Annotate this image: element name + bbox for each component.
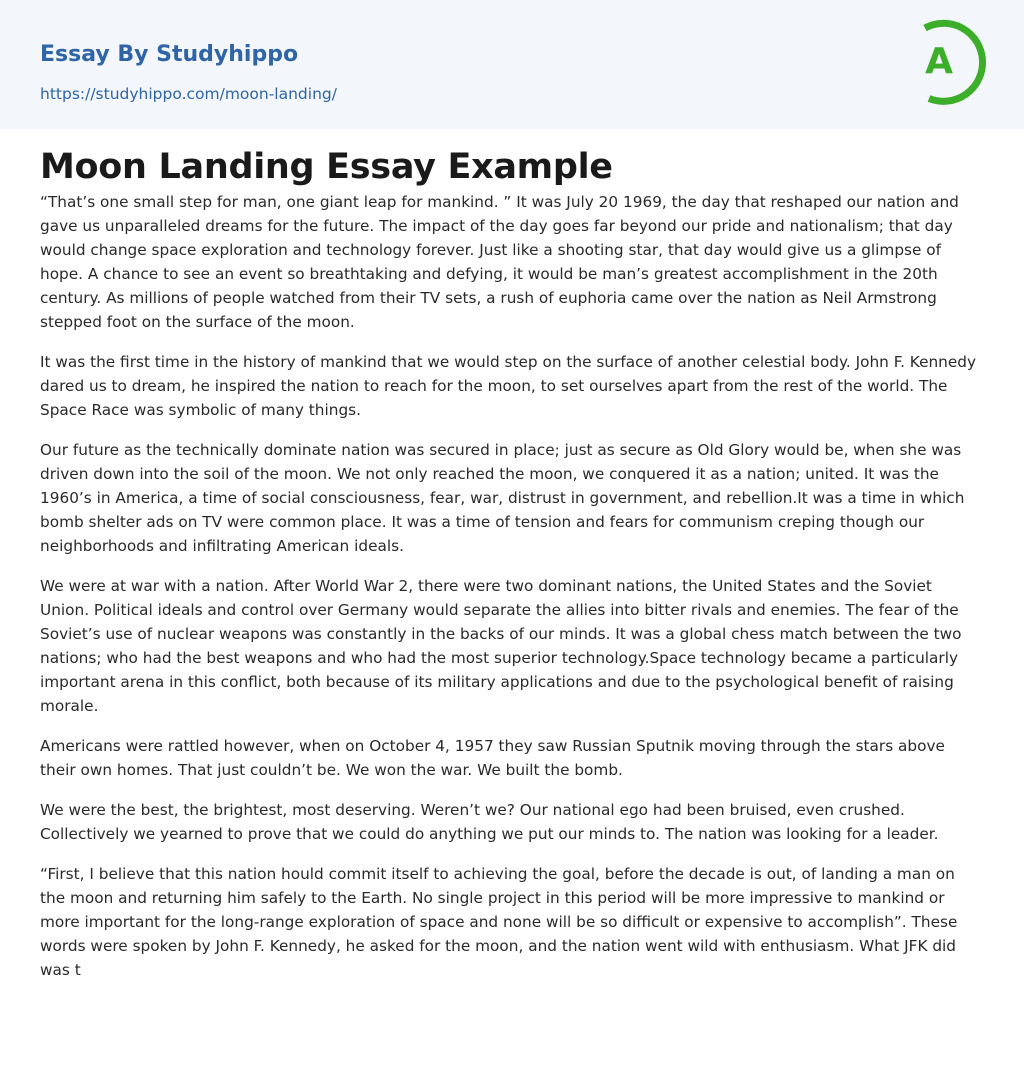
- article: [0, 145, 1024, 982]
- paragraph: It was the first time in the history of mankind that we would step on the surface of another celestial body. John F. Kennedy dared us to dream, he inspired the nation to reach for the moon, to set ourselves apart from the rest of the world. The Space Race was symbolic of many things.: [40, 353, 977, 419]
- studyhippo-logo-icon[interactable]: [901, 17, 991, 107]
- paragraph: Americans were rattled however, when on October 4, 1957 they saw Russian Sputnik moving through the stars above their own homes. That just couldn’t be. We won the war. We built the bomb.: [40, 737, 945, 779]
- brand-title[interactable]: Essay By Studyhippo: [40, 42, 299, 67]
- paragraph: Our future as the technically dominate nation was secured in place; just as secure as Old Glory would be, when she was driven down into the soil of the moon. We not only reached the moon, we conquered it as a nation; united. It was the 1960’s in America, a time of social consciousness, fear, war, distrust in government, and rebellion.It was a time in which bomb shelter ads on TV were common place. It was a time of tension and fears for communism creping though our neighborhoods and infiltrating American ideals.: [40, 441, 965, 555]
- paragraph: “First, I believe that this nation hould commit itself to achieving the goal, before the decade is out, of landing a man on the moon and returning him safely to the Earth. No single project in this period will be more impressive to mankind or more important for the long-range exploration of space and none will be so difficult or expensive to accomplish”. These words were spoken by John F. Kennedy, he asked for the moon, and the nation went wild with enthusiasm. What JFK did was t: [40, 865, 958, 979]
- page-title: Moon Landing Essay Example: [40, 147, 613, 187]
- source-url-link[interactable]: https://studyhippo.com/moon-landing/: [40, 85, 337, 103]
- paragraph: We were the best, the brightest, most deserving. Weren’t we? Our national ego had been bruised, even crushed. Collectively we yearned to prove that we could do anything we put our minds to. The nation was looking for a leader.: [40, 801, 939, 843]
- paragraph: We were at war with a nation. After World War 2, there were two dominant nations, the United States and the Soviet Union. Political ideals and control over Germany would separate the allies into bitter rivals and enemies. The fear of the Soviet’s use of nuclear weapons was constantly in the backs of our minds. It was a global chess match between the two nations; who had the best weapons and who had the most superior technology.Space technology became a particularly important arena in this conflict, both because of its military applications and due to the psychological benefit of raising morale.: [40, 577, 962, 715]
- logo-letter: A: [925, 41, 953, 82]
- paragraph: “That’s one small step for man, one giant leap for mankind. ” It was July 20 1969, the day that reshaped our nation and gave us unparalleled dreams for the future. The impact of the day goes far beyond our pride and nationalism; that day would change space exploration and technology forever. Just like a shooting star, that day would give us a glimpse of hope. A chance to see an event so breathtaking and defying, it would be man’s greatest accomplishment in the 20th century. As millions of people watched from their TV sets, a rush of euphoria came over the nation as Neil Armstrong stepped foot on the surface of the moon.: [40, 193, 959, 331]
- site-header: [0, 0, 1024, 129]
